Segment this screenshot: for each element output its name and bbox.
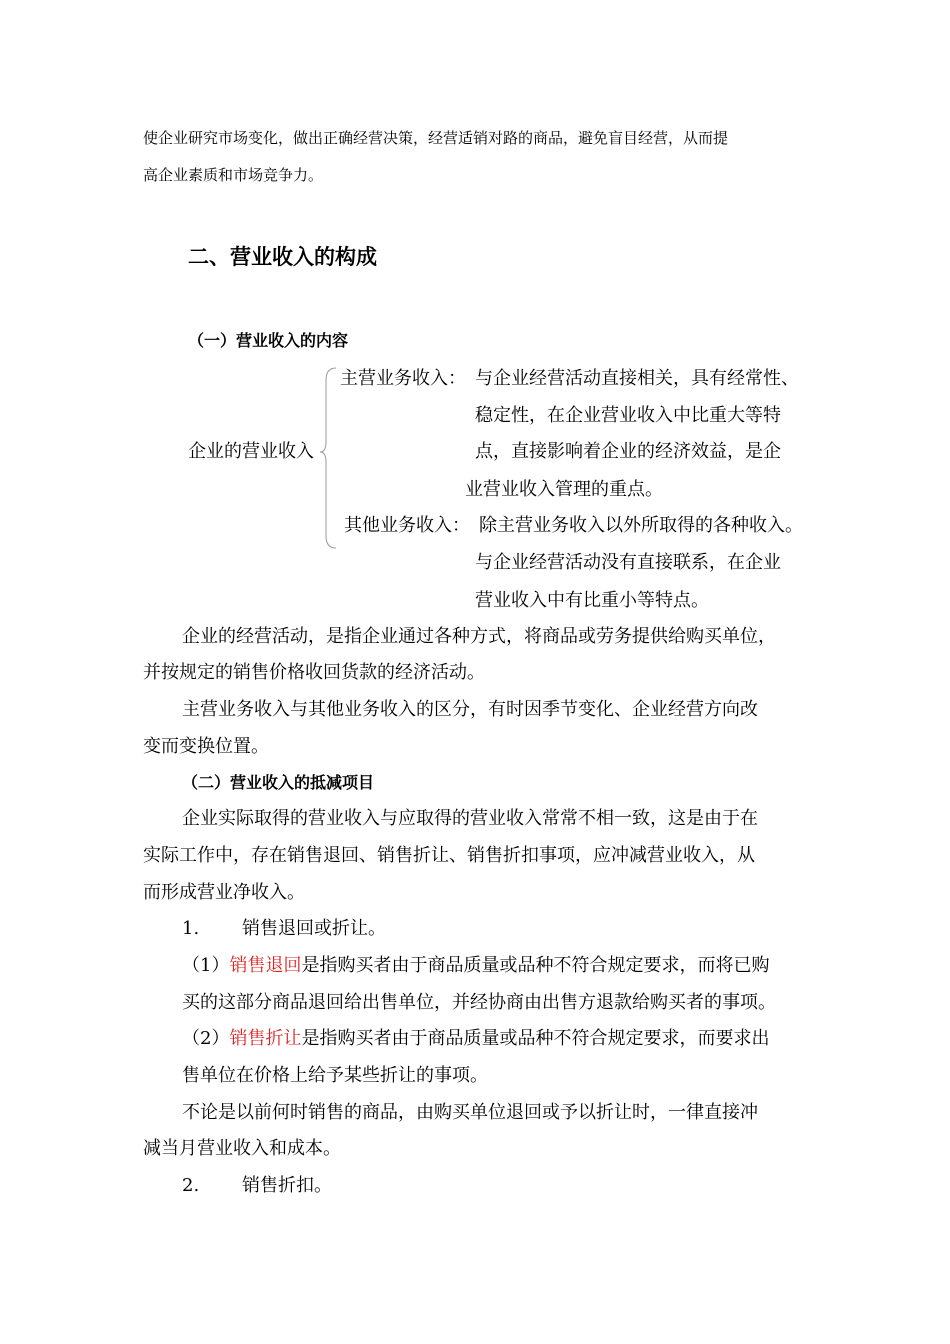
list-item-1	[182, 917, 386, 941]
paragraph-4-line-1: 不论是以前何时销售的商品，由购买单位退回或予以折让时，一律直接冲	[182, 1102, 758, 1123]
other-business-desc-2: 与企业经营活动没有直接联系，在企业	[475, 552, 781, 573]
highlighted-term-sales-return: 销售退回	[229, 955, 302, 976]
sub-item-text: 是指购买者由于商品质量或品种不符合规定要求，而要求出	[301, 1028, 770, 1049]
highlighted-term-sales-allowance: 销售折让	[229, 1028, 302, 1049]
main-business-label: 主营业务收入：	[340, 368, 466, 389]
intro-line-1: 使企业研究市场变化，做出正确经营决策，经营适销对路的商品，避免盲目经营，从而提	[143, 129, 729, 147]
paragraph-2-line-2: 变而变换位置。	[143, 736, 269, 757]
paragraph-3-line-1: 企业实际取得的营业收入与应取得的营业收入常常不相一致，这是由于在	[182, 808, 758, 829]
sub-item-prefix: （2）	[182, 1028, 230, 1049]
list-number-2: 2.	[182, 1175, 200, 1196]
paragraph-4-line-2: 减当月营业收入和成本。	[143, 1138, 341, 1159]
list-item-2	[182, 1174, 332, 1198]
subsection-title-content: （一）营业收入的内容	[188, 331, 349, 350]
subsection-title-deductions: （二）营业收入的抵减项目	[182, 773, 375, 792]
sub-item-prefix: （1）	[182, 955, 230, 976]
other-business-label: 其他业务收入：	[344, 515, 470, 536]
paragraph-2-line-1: 主营业务收入与其他业务收入的区分，有时因季节变化、企业经营方向改	[182, 699, 758, 720]
paragraph-3-line-2: 实际工作中，存在销售退回、销售折让、销售折扣事项，应冲减营业收入，从	[143, 845, 755, 866]
sub-item-sales-allowance-line-2: 售单位在价格上给予某些折让的事项。	[182, 1065, 488, 1086]
paragraph-1-line-1: 企业的经营活动，是指企业通过各种方式，将商品或劳务提供给购买单位，	[182, 626, 776, 647]
intro-line-2: 高企业素质和市场竞争力。	[143, 166, 324, 184]
section-title: 二、营业收入的构成	[188, 245, 377, 269]
list-number-1: 1.	[182, 918, 200, 939]
other-business-desc-3: 营业收入中有比重小等特点。	[475, 590, 709, 611]
main-business-desc-3: 点，直接影响着企业的经济效益，是企	[475, 441, 781, 462]
curly-brace-icon	[318, 366, 338, 550]
paragraph-1-line-2: 并按规定的销售价格收回货款的经济活动。	[143, 662, 485, 683]
main-business-desc-4: 业营业收入管理的重点。	[465, 479, 663, 500]
sub-item-text: 是指购买者由于商品质量或品种不符合规定要求，而将已购	[301, 955, 770, 976]
sub-item-sales-allowance	[182, 1027, 769, 1051]
list-text-2: 销售折扣。	[242, 1175, 332, 1196]
sub-item-sales-return-line-2: 买的这部分商品退回给出售单位，并经协商由出售方退款给购买者的事项。	[182, 992, 776, 1013]
diagram-root-label: 企业的营业收入	[188, 441, 314, 462]
paragraph-3-line-3: 而形成营业净收入。	[143, 882, 305, 903]
sub-item-sales-return	[182, 954, 769, 978]
main-business-desc-2: 稳定性，在企业营业收入中比重大等特	[475, 405, 781, 426]
main-business-desc-1: 与企业经营活动直接相关，具有经常性、	[475, 368, 799, 389]
list-text-1: 销售退回或折让。	[242, 918, 386, 939]
other-business-desc-1: 除主营业务收入以外所取得的各种收入。	[479, 515, 803, 536]
